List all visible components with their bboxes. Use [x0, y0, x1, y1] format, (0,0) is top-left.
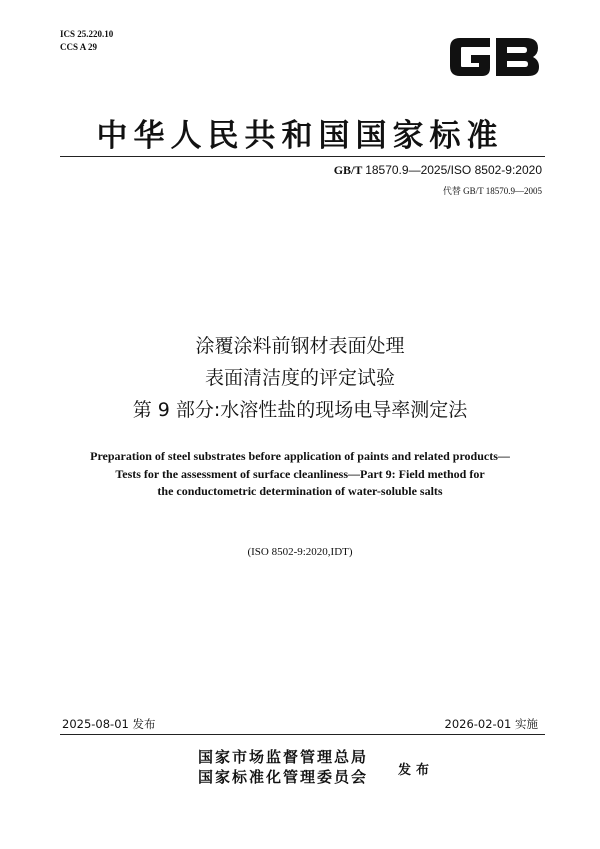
chinese-title-line: 表面清洁度的评定试验: [204, 367, 395, 389]
chinese-title-line: 第 9 部分:水溶性盐的现场电导率测定法: [132, 399, 468, 421]
ccs-code: CCS A 29: [60, 42, 98, 52]
standard-number: [334, 163, 542, 178]
english-title: [0, 448, 600, 501]
gb-logo-icon: [446, 28, 542, 86]
replaces-standard: [443, 184, 542, 197]
english-title-line: Tests for the assessment of surface cleanliness—Part 9: Field method for: [115, 466, 485, 481]
replaces-prefix: 代替 GB/T: [442, 186, 484, 196]
english-title-line: Preparation of steel substrates before application of paints and related products—: [90, 449, 510, 463]
issuer-sac: 国家标准化管理委员会: [198, 768, 369, 786]
implementation-date: 2026-02-01 实施: [444, 717, 538, 731]
chinese-title-line: 涂覆涂料前钢材表面处理: [195, 335, 405, 357]
replaces-number: 18570.9—2005: [485, 186, 542, 196]
english-title-line: the conductometric determination of water-soluble salts: [157, 484, 443, 498]
issuing-authorities: [198, 747, 368, 787]
publish-label: 发布: [398, 763, 435, 778]
bottom-divider: [60, 734, 545, 735]
issue-date: 2025-08-01 发布: [62, 717, 156, 731]
top-divider: [60, 156, 545, 157]
iso-reference: (ISO 8502-9:2020,IDT): [247, 546, 353, 558]
standard-number-value: 18570.9—2025/ISO 8502-9:2020: [365, 163, 542, 177]
issuer-samr: 国家市场监督管理总局: [198, 748, 369, 766]
classification-codes: [60, 28, 113, 54]
gb-logo: [446, 28, 542, 86]
national-standard-title: 中华人民共和国国家标准: [96, 118, 504, 154]
standard-code: GB/T: [333, 163, 363, 177]
ics-code: ICS 25.220.10: [60, 29, 114, 39]
chinese-title: [0, 330, 600, 426]
